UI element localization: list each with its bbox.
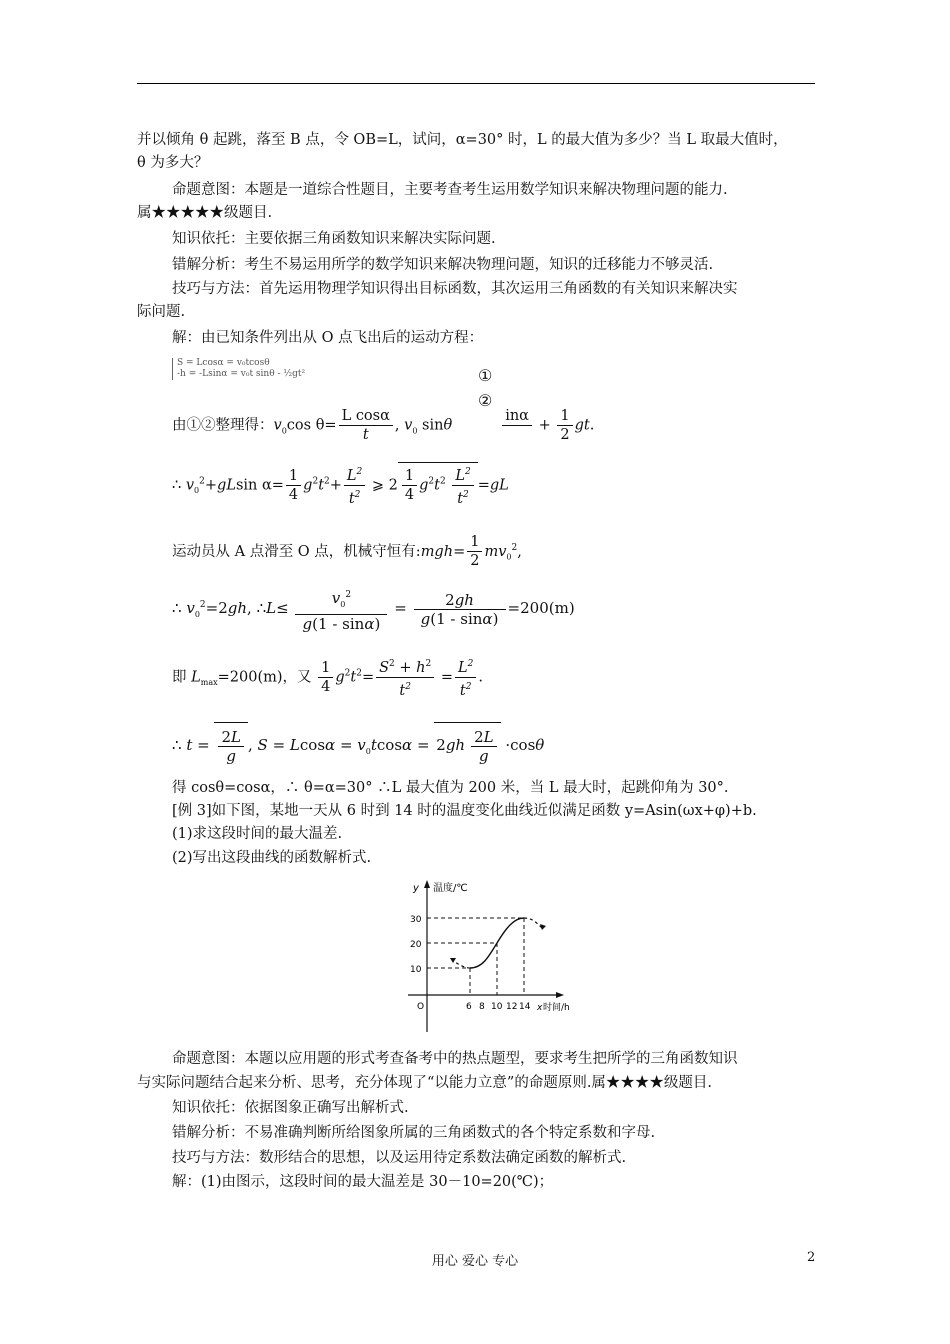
derivation-lead: 即: [172, 669, 187, 686]
x-tick-label: 12: [506, 1002, 518, 1012]
paragraph-line: 知识依托：依据图象正确写出解析式.: [172, 1100, 409, 1116]
equation-marker-2: ②: [478, 391, 493, 410]
curve-arrow-icon: [450, 958, 456, 963]
y-tick-label: 10: [410, 965, 422, 975]
header-rule: [137, 83, 815, 84]
origin-label: O: [417, 1002, 425, 1012]
curve-extension-left: [452, 960, 470, 968]
derivation-line-5: 即 $L_{max}=200(m)$，又 $\frac{1}{4}$ $g^2t^2=$ $\frac{S^2 + h^2}{t^2}$ = $\frac{L^2}{t^2}$ .: [172, 655, 483, 701]
derivation-line-1: 由①②整理得：$v_0\cos$ θ= $\frac{\text{L cosα}}{t}$ , $v_0$ sinθ inα + $\frac{1}{2}$ gt.: [172, 408, 595, 443]
equation-marker-1: ①: [478, 366, 493, 385]
x-axis-label: x: [537, 1003, 543, 1013]
derivation-line-6: ∴ t = $\frac{2L}{g}$ , $S = Lcos\alpha = v_0tcos\alpha = 2gh$ $\frac{2L}{g}$ ·cosθ: [172, 722, 544, 774]
paragraph-line: 技巧与方法：数形结合的思想，以及运用待定系数法确定函数的解析式.: [172, 1150, 627, 1166]
paragraph-line: 解：由已知条件列出从 O 点飞出后的运动方程：: [172, 330, 484, 346]
therefore-symbol: ∴: [172, 736, 182, 754]
paragraph-line: 解：(1)由图示，这段时间的最大温差是 30－10=20(℃)；: [172, 1174, 554, 1190]
paragraph-line: 技巧与方法：首先运用物理学知识得出目标函数，其次运用三角函数的有关知识来解决实: [172, 281, 738, 297]
paragraph-line: 与实际问题结合起来分析、思考，充分体现了“以能力立意”的命题原则.属★★★★级题目.: [137, 1075, 713, 1091]
therefore-symbol: ∴: [172, 477, 182, 494]
guide-lines: [427, 918, 524, 995]
result-value: =200(m): [507, 599, 575, 617]
equation-2: -h = -Lsinα = v₀t sinθ - ½gt²: [177, 369, 306, 379]
page-footer: 用心 爱心 专心: [431, 1254, 519, 1269]
y-tick-label: 30: [410, 915, 422, 925]
paragraph-line: (2)写出这段曲线的函数解析式.: [172, 850, 372, 866]
derivation-line-3: 运动员从 A 点滑至 O 点，机械守恒有:mgh= $\frac{1}{2}$ $mv_0^2$,: [172, 534, 522, 570]
lmax-value: =200(m)，又: [217, 669, 312, 686]
paragraph-line: (1)求这段时间的最大温差.: [172, 826, 343, 842]
paragraph-line: 错解分析：考生不易运用所学的数学知识来解决物理问题，知识的迁移能力不够灵活.: [172, 257, 714, 273]
paragraph-line: 命题意图：本题以应用题的形式考查备考中的热点题型，要求考生把所学的三角函数知识: [172, 1051, 738, 1067]
x-tick-label: 10: [491, 1002, 503, 1012]
paragraph-line: 属★★★★★级题目.: [137, 205, 273, 221]
paragraph-line: 错解分析：不易准确判断所给图象所属的三角函数式的各个特定系数和字母.: [172, 1125, 656, 1141]
paragraph-line: 知识依托：主要依据三角函数知识来解决实际问题.: [172, 231, 496, 247]
equation-system: [172, 358, 305, 380]
page-number: 2: [807, 1250, 816, 1265]
x-axis-arrow-icon: [556, 992, 564, 998]
paragraph-line: 得 cosθ=cosα，∴ θ=α=30° ∴L 最大值为 200 米，当 L 最大时，起跳仰角为 30°.: [172, 780, 729, 796]
curve-extension-right: [524, 918, 542, 928]
x-tick-label: 6: [466, 1002, 472, 1012]
y-axis-label: y: [413, 883, 419, 894]
derivation-line-2: ∴ $v_0^2+gLsin$ α= $\frac{1}{4}$ $g^2t^2+$ $\frac{L^2}{t^2}$ ⩾ 2 $\frac{1}{4}$ $g^2t^2$ $\frac{L^2}{t^2}$ =gL: [172, 462, 509, 509]
temperature-figure: [400, 872, 570, 1037]
x-axis-unit: 时间/h: [543, 1003, 570, 1013]
therefore-symbol: ∴: [172, 599, 182, 617]
energy-text: 运动员从 A 点滑至 O 点，机械守恒有:: [172, 543, 421, 560]
x-tick-label: 8: [479, 1002, 485, 1012]
paragraph-line: θ 为多大？: [137, 155, 209, 171]
x-tick-label: 14: [519, 1002, 531, 1012]
y-axis-unit: 温度/℃: [433, 883, 468, 894]
paragraph-line: 并以倾角 θ 起跳，落至 B 点，令 OB=L，试问，α=30° 时，L 的最大值为多少？当 L 取最大值时，: [137, 132, 788, 148]
y-axis-arrow-icon: [424, 880, 430, 888]
paragraph-line: [例 3]如下图，某地一天从 6 时到 14 时的温度变化曲线近似满足函数 y=Asin(ωx+φ)+b.: [172, 803, 757, 819]
y-tick-label: 20: [410, 940, 422, 950]
derivation-line-4: ∴ $v_0^2=2gh$, ∴L≤ $\frac{v_0^2}{g(1 - \sin\alpha)}$ = $\frac{2gh}{g(1 - \sin\alpha)}$ =200(m): [172, 585, 575, 635]
paragraph-line: 际问题.: [137, 304, 186, 320]
equation-1: S = Lcosα = v₀tcosθ: [177, 358, 270, 368]
derivation-lead: 由①②整理得：: [172, 417, 274, 434]
paragraph-line: 命题意图：本题是一道综合性题目，主要考查考生运用数学知识来解决物理问题的能力.: [172, 182, 728, 198]
